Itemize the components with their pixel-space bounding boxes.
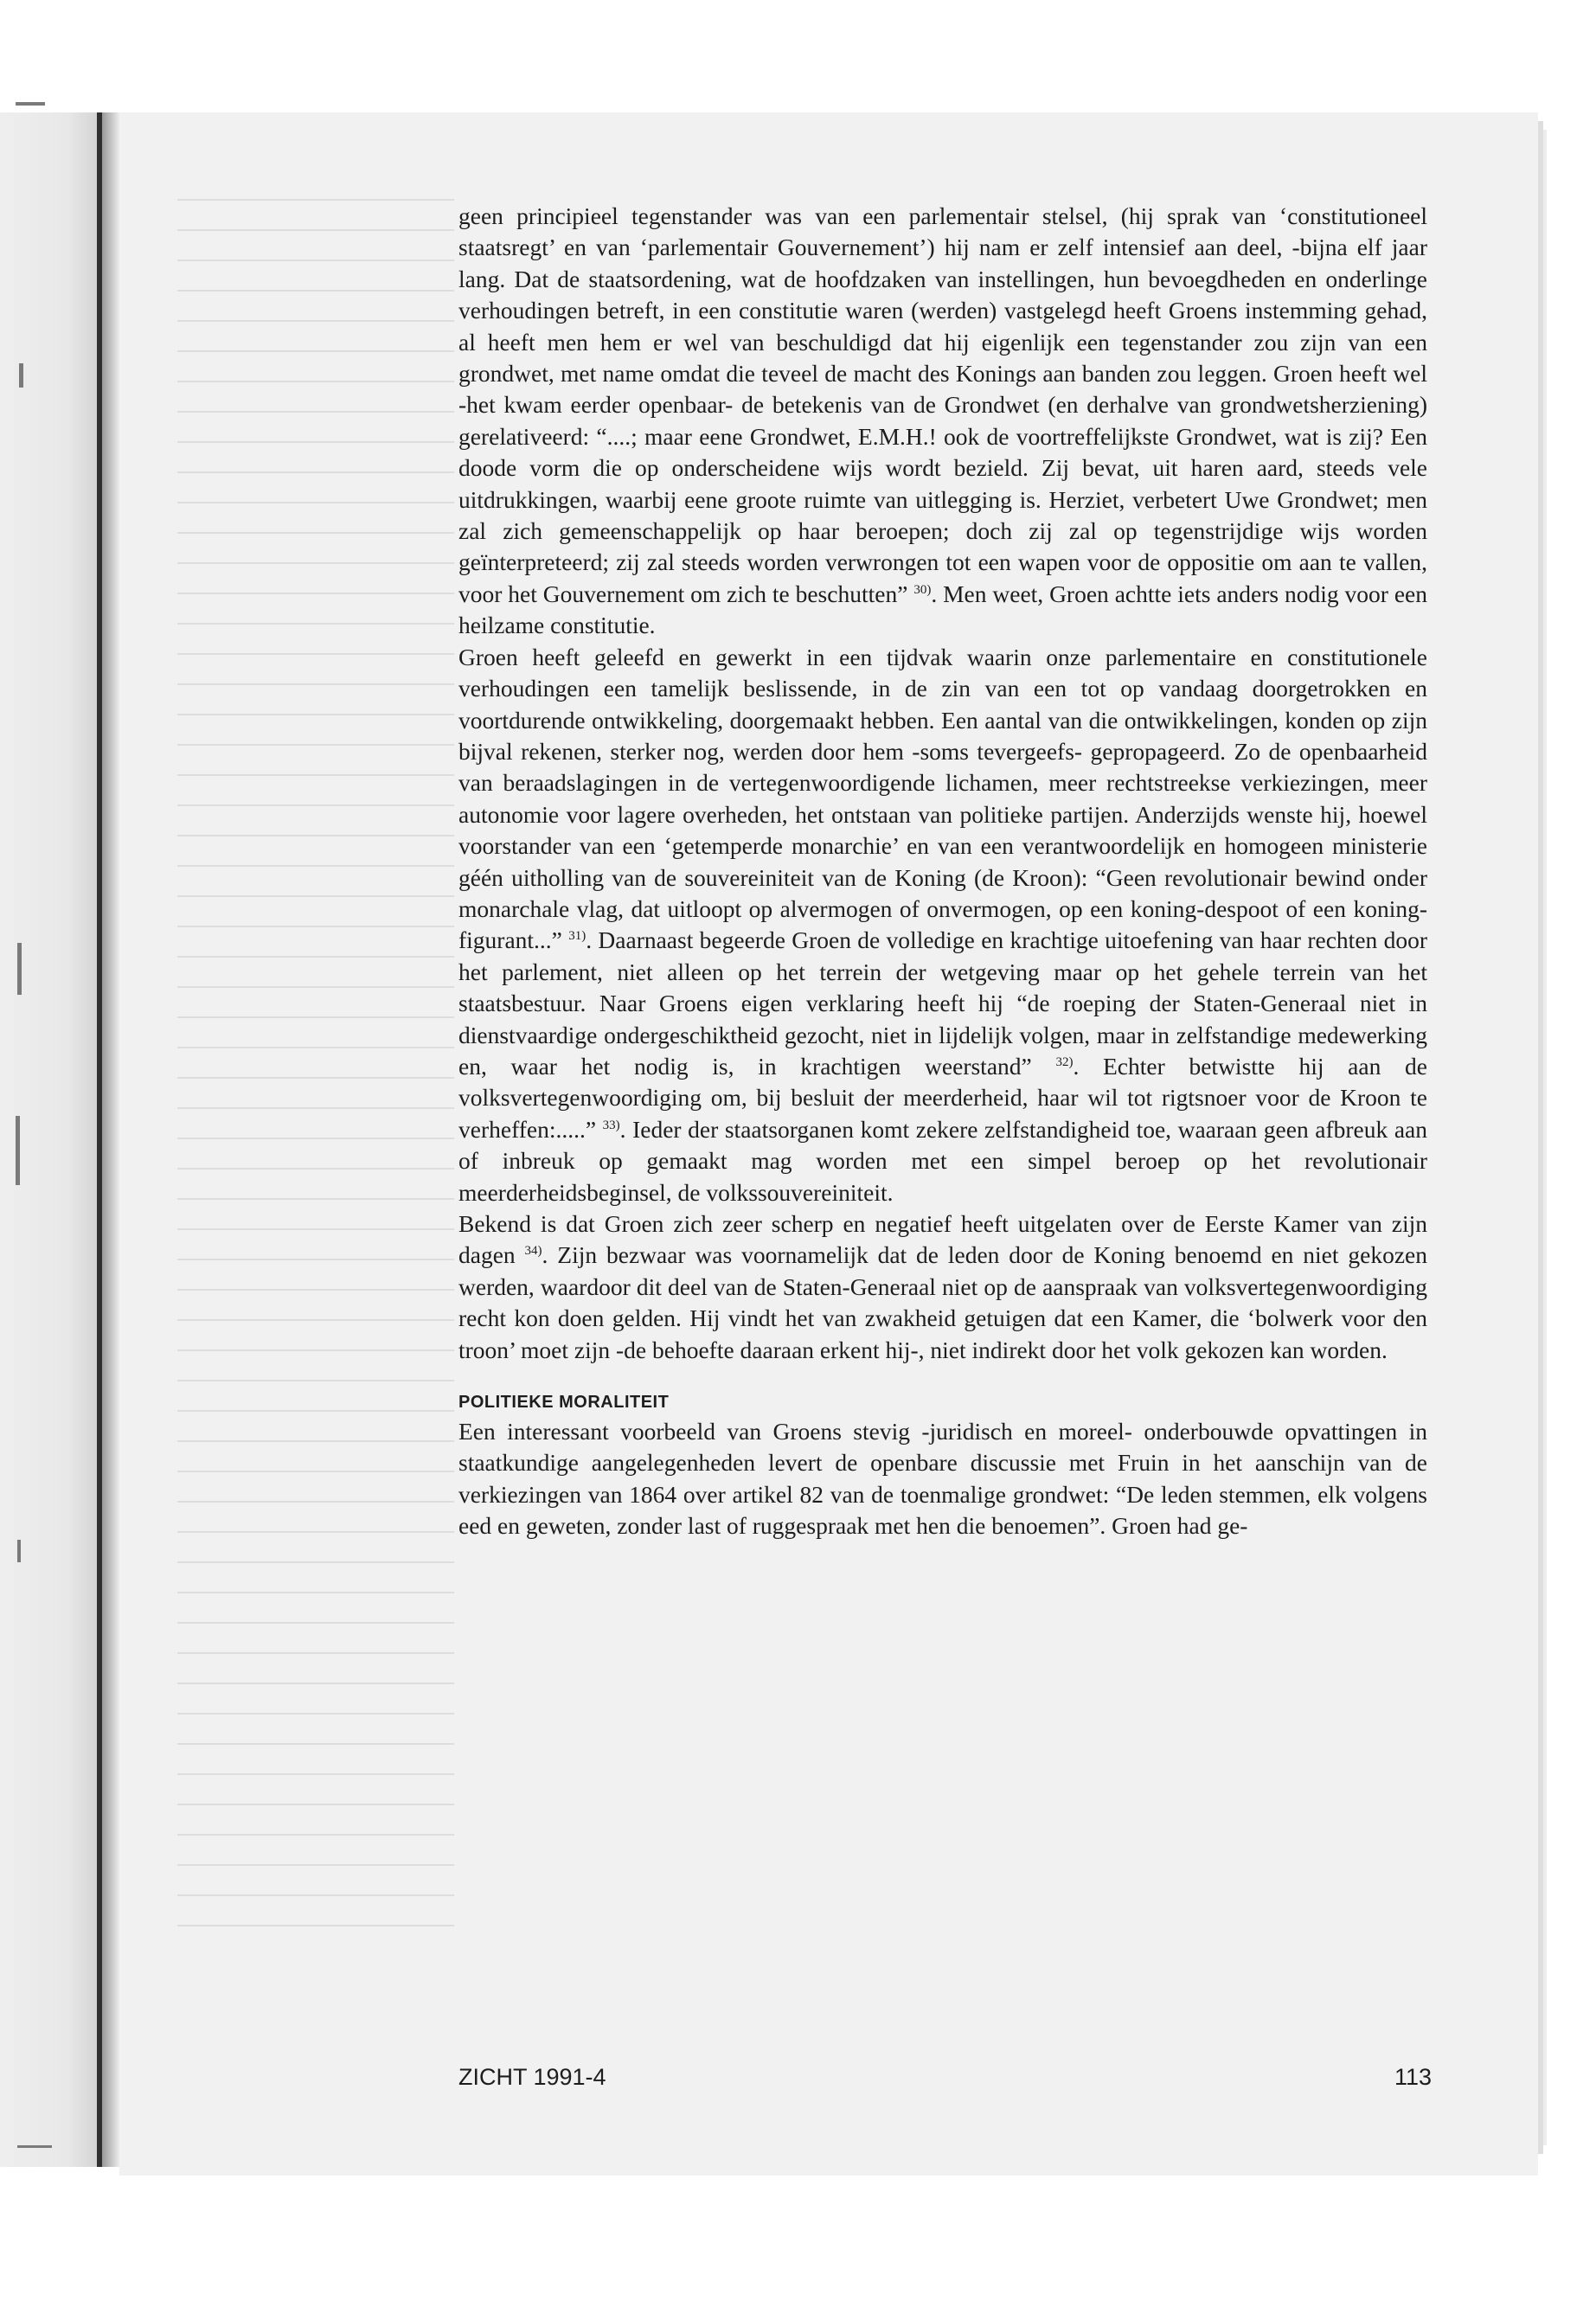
- gutter-mark: [16, 102, 45, 106]
- gutter-mark: [17, 943, 22, 995]
- paragraph-text: Groen heeft geleefd en gewerkt in een tijdvak waarin onze parlementaire en constitutionele verhoudingen een tamelijk beslissende, in de zin van een tot op vandaag doorgetrokken en voortdurende ontwikkeling, doorgemaakt hebben. Een aantal van die ontwikkelingen, konden op zijn bijval rekenen, sterker nog, werden door hem -soms tevergeefs- gepropageerd. Zo de openbaarheid van beraadslagingen in de vertegenwoordigende lichamen, meer rechtstreekse verkiezingen, meer autonomie voor lagere overheden, het ontstaan van politieke partijen. Anderzijds wenste hij, hoewel voorstander van een ‘getemperde monarchie’ en van een verantwoordelijk en homogeen ministerie géén uitholling van de souvereiniteit van de Koning (de Kroon): “Geen revolutionair bewind onder monarchale vlag, dat uitloopt op alvermogen of onvermogen, op een koning-despoot of een koning-figurant...”: [458, 643, 1427, 954]
- footnote-ref: 31): [568, 929, 586, 944]
- gutter-shadow: [102, 112, 119, 2167]
- paragraph-text: . Men weet, Groen achtte iets anders nodig voor een heilzame constitutie.: [458, 580, 1427, 639]
- paragraph-text: geen principieel tegenstander was van een parlementair stelsel, (hij sprak van ‘constitutioneel staatsregt’ en van ‘parlementair Gouvernement’) hij nam er zelf intensief aan deel, -bijna elf jaar lang. Dat de staatsordening, wat de hoofdzaken van instellingen, hun bevoegdheden en onderlinge verhoudingen betreft, in een constitutie waren (werden) vastgelegd heeft Groens instemming gehad, al heeft men hem er wel van beschuldigd dat hij eigenlijk een tegenstander zou zijn van een grondwet, met name omdat die teveel de macht des Konings aan banden zou leggen. Groen heeft wel -het kwam eerder openbaar- de betekenis van de Grondwet (en derhalve van grondwetsherziening) gerelativeerd: “....; maar eene Grondwet, E.M.H.! ook de voortreffelijkste Grondwet, wat is zij? Een doode vorm die op onderscheidene wijs wordt bezield. Zij bevat, uit haren aard, steeds vele uitdrukkingen, waarbij eene groote ruimte van uitlegging is. Herziet, verbetert Uwe Grondwet; men zal zich gemeenschappelijk op haar beroepen; doch zij zal op tegenstrijdige wijs worden geïnterpreteerd; zij zal steeds worden verwrongen tot een wapen voor de oppositie om aan te vallen, voor het Gouvernement om zich te beschutten”: [458, 202, 1427, 607]
- footnote-ref: 34): [524, 1244, 542, 1259]
- section-heading: POLITIEKE MORALITEIT: [458, 1393, 670, 1413]
- paragraph: [458, 642, 1427, 1208]
- footnote-ref: 32): [1055, 1054, 1074, 1069]
- paragraph-text: . Zijn bezwaar was voornamelijk dat de leden door de Koning benoemd en niet gekozen werden, waardoor dit deel van de Staten-Generaal niet op de aanspraak van volksvertegenwoordiging recht kon doen gelden. Hij vindt het van zwakheid getuigen dat een Kamer, die ‘bolwerk voor den troon’ moet zijn -de behoefte daaraan erkent hij-, niet indirekt door het volk gekozen kan worden.: [458, 1241, 1427, 1363]
- page-number: 113: [1394, 2064, 1432, 2090]
- paragraph: [458, 1416, 1427, 1542]
- paragraph: [458, 201, 1427, 642]
- previous-page-edge: [0, 112, 97, 2167]
- journal-issue: ZICHT 1991-4: [458, 2064, 606, 2090]
- footnote-ref: 33): [602, 1118, 620, 1132]
- paragraph-text: . Ieder der staatsorganen komt zekere zelfstandigheid toe, waaraan geen afbreuk aan of inbreuk op gemaakt mag worden met een simpel beroep op het revolutionair meerderheidsbeginsel, de volkssouvereiniteit.: [458, 1115, 1427, 1206]
- page-stack-edge-inner: [1543, 130, 1547, 2145]
- gutter-mark: [17, 2145, 52, 2148]
- article-body: [458, 201, 1427, 1542]
- gutter-mark: [19, 363, 23, 388]
- gutter-mark: [16, 1116, 20, 1185]
- paragraph-text: Bekend is dat Groen zich zeer scherp en negatief heeft uitgelaten over de Eerste Kamer van zijn dagen: [458, 1210, 1427, 1269]
- show-through-text: [177, 199, 454, 1964]
- footnote-ref: 30): [913, 582, 932, 597]
- paragraph-text: . Daarnaast begeerde Groen de volledige en krachtige uitoefening van haar rechten door het parlement, niet alleen op het terrein der wetgeving maar op het gehele terrein van het staatsbestuur. Naar Groens eigen verklaring heeft hij “de roeping der Staten-Generaal niet in dienstvaardige ondergeschiktheid gezocht, niet in lijdelijk volgen, maar in zelfstandige medewerking en, waar het nodig is, in krachtigen weerstand”: [458, 926, 1427, 1080]
- gutter-mark: [17, 1540, 21, 1562]
- paragraph: [458, 1208, 1427, 1366]
- paragraph-text: . Echter betwistte hij aan de volksvertegenwoordiging om, bij besluit der meerderheid, haar wil tot rigtsnoer voor de Kroon te verheffen:.....”: [458, 1052, 1427, 1143]
- paragraph-text: Een interessant voorbeeld van Groens stevig -juridisch en moreel- onderbouwde opvattingen in staatkundige aangelegenheden levert de openbare discussie met Fruin in het aanschijn van de verkiezingen van 1864 over artikel 82 van de toenmalige grondwet: “De leden stemmen, elk volgens eed en geweten, zonder last of ruggespraak met hen die benoemen”. Groen had ge-: [458, 1418, 1427, 1540]
